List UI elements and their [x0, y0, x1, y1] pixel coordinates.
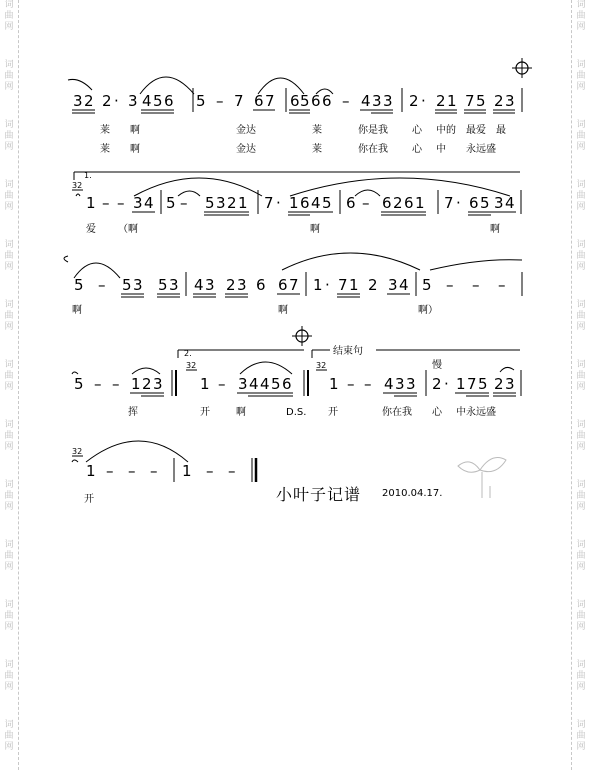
note: 1	[349, 276, 359, 294]
dash: –	[150, 462, 158, 480]
dash: –	[364, 375, 372, 393]
note: ·	[276, 194, 281, 212]
dash: –	[102, 194, 110, 212]
lyric: 心	[432, 407, 442, 418]
dash: –	[216, 92, 224, 110]
note: 5	[74, 375, 84, 393]
lyric: 金达	[236, 144, 256, 155]
lyric: 挥	[128, 407, 138, 418]
note: 5	[205, 194, 215, 212]
note: 5	[166, 194, 176, 212]
note: 2	[227, 194, 237, 212]
note: 3	[372, 92, 382, 110]
lyric: 永远盛	[466, 144, 496, 155]
note: 5	[480, 194, 490, 212]
watermark-text: 词 曲 网	[576, 300, 586, 332]
lyric: 开	[328, 407, 338, 418]
note: 4	[384, 375, 394, 393]
slur	[430, 260, 522, 270]
note: 7	[234, 92, 244, 110]
watermark-text: 词 曲 网	[4, 60, 14, 92]
lyric: 开	[84, 494, 94, 505]
lyric: 金达	[236, 125, 256, 136]
dash: –	[347, 375, 355, 393]
watermark-text: 词 曲 网	[4, 480, 14, 512]
note: ·	[444, 375, 449, 393]
watermark-text: 词 曲 网	[4, 420, 14, 452]
beam-lines	[72, 110, 515, 113]
note: 3	[383, 92, 393, 110]
watermark-text: 词 曲 网	[576, 480, 586, 512]
note: 5	[322, 194, 332, 212]
lyric: 莱	[100, 125, 110, 136]
note: 4	[361, 92, 371, 110]
tie-mark	[72, 460, 78, 462]
beam-lines	[132, 212, 516, 215]
note: 1	[456, 375, 466, 393]
time-signature: 32	[72, 447, 83, 456]
score-row-1	[68, 58, 532, 155]
note: 2	[393, 194, 403, 212]
watermark-text: 词 曲 网	[576, 540, 586, 572]
note: 3	[505, 375, 515, 393]
tempo-mark: 慢	[432, 360, 442, 371]
lyric: 啊	[130, 144, 140, 155]
dash: –	[98, 276, 106, 294]
note: 4	[260, 375, 270, 393]
note: 5	[422, 276, 432, 294]
note: 3	[153, 375, 163, 393]
lyric: 啊	[72, 305, 82, 316]
lyric: 心	[412, 144, 422, 155]
tie-mark	[76, 194, 80, 196]
watermark-text: 词 曲 网	[4, 720, 14, 752]
note: 2	[494, 375, 504, 393]
note: 6	[164, 92, 174, 110]
note: ·	[421, 92, 426, 110]
dash: –	[498, 276, 506, 294]
dash: –	[228, 462, 236, 480]
lyric: 啊	[236, 407, 246, 418]
note: 5	[122, 276, 132, 294]
lyric: 中的	[436, 125, 456, 136]
lyric: 你在我	[358, 144, 388, 155]
note: 3	[395, 375, 405, 393]
dash: –	[206, 462, 214, 480]
note: 6	[311, 92, 321, 110]
note: 7	[289, 276, 299, 294]
note: 3	[216, 194, 226, 212]
lyric: 中永远盛	[456, 407, 496, 418]
note: 1	[200, 375, 210, 393]
score-row-3	[64, 253, 522, 316]
watermark-text: 词 曲 网	[576, 600, 586, 632]
note: 3	[133, 194, 143, 212]
note: 6	[300, 194, 310, 212]
note: 2	[84, 92, 94, 110]
slur	[86, 441, 188, 462]
beam-lines	[121, 294, 410, 297]
note: 5	[478, 375, 488, 393]
lyric: 啊	[490, 224, 500, 235]
note: 6	[256, 276, 266, 294]
watermark-text: 词 曲 网	[4, 600, 14, 632]
note: 3	[133, 276, 143, 294]
lyric: 莱	[100, 144, 110, 155]
lyric: 莱	[312, 144, 322, 155]
note: 6	[346, 194, 356, 212]
note: 7	[265, 92, 275, 110]
note: 1	[131, 375, 141, 393]
lyric: 心	[412, 125, 422, 136]
watermark-text: 词 曲 网	[4, 300, 14, 332]
note: 7	[264, 194, 274, 212]
lyric: 你在我	[382, 407, 412, 418]
note: ·	[325, 276, 330, 294]
note: 5	[74, 276, 84, 294]
note: 3	[494, 194, 504, 212]
dash: –	[112, 375, 120, 393]
note: 4	[142, 92, 152, 110]
note: 1	[415, 194, 425, 212]
dash: –	[106, 462, 114, 480]
time-signature: 32	[186, 361, 197, 370]
note: 4	[311, 194, 321, 212]
watermark-text: 词 曲 网	[4, 540, 14, 572]
transcriber-signature: 小叶子记谱	[276, 485, 362, 504]
lyric: 最	[496, 125, 506, 136]
lyric: 最爱	[466, 125, 486, 136]
note: 4	[194, 276, 204, 294]
slur	[64, 256, 68, 262]
dash: –	[218, 375, 226, 393]
ending-label: 结束句	[333, 346, 363, 357]
note: 2	[226, 276, 236, 294]
watermark-text: 词 曲 网	[4, 120, 14, 152]
coda-sign-icon	[292, 326, 312, 346]
lyric: 啊	[278, 305, 288, 316]
note: 3	[169, 276, 179, 294]
volta-number: 2.	[184, 349, 192, 358]
note: 6	[282, 375, 292, 393]
note: 6	[404, 194, 414, 212]
note: 7	[444, 194, 454, 212]
dash: –	[342, 92, 350, 110]
note: 4	[505, 194, 515, 212]
score-row-5	[72, 441, 256, 505]
watermark-text: 词 曲 网	[4, 180, 14, 212]
note: 6	[278, 276, 288, 294]
transcription-date: 2010.04.17.	[382, 488, 443, 499]
dash: –	[128, 462, 136, 480]
dash: –	[446, 276, 454, 294]
watermark-text: 词 曲 网	[4, 360, 14, 392]
note: 2	[102, 92, 112, 110]
note: 6	[254, 92, 264, 110]
slur	[282, 253, 420, 270]
note: 1	[238, 194, 248, 212]
da-segno-mark: D.S.	[286, 407, 307, 418]
time-signature: 32	[72, 181, 83, 190]
slur	[68, 79, 92, 90]
note: 2	[436, 92, 446, 110]
lyric: 爱	[86, 224, 96, 235]
watermark-text: 词 曲 网	[4, 240, 14, 272]
note: 6	[322, 92, 332, 110]
watermark-text: 词 曲 网	[576, 420, 586, 452]
note: 1	[86, 462, 96, 480]
dash: –	[94, 375, 102, 393]
note: 5	[271, 375, 281, 393]
note: 4	[399, 276, 409, 294]
note: 1	[86, 194, 96, 212]
tie-mark	[72, 372, 78, 374]
note: 3	[238, 375, 248, 393]
watermark-text: 词 曲 网	[576, 0, 586, 32]
note: 7	[465, 92, 475, 110]
note: 1	[313, 276, 323, 294]
lyric: 啊）	[418, 305, 438, 316]
leaf-logo-icon	[458, 458, 506, 498]
note: 2	[142, 375, 152, 393]
note: 5	[158, 276, 168, 294]
note: 2	[409, 92, 419, 110]
note: 5	[153, 92, 163, 110]
note: 2	[494, 92, 504, 110]
note: 3	[205, 276, 215, 294]
dash: –	[117, 194, 125, 212]
lyric: 你是我	[358, 125, 388, 136]
watermark-text: 词 曲 网	[4, 660, 14, 692]
note: 1	[329, 375, 339, 393]
dash: –	[472, 276, 480, 294]
note: ·	[114, 92, 119, 110]
watermark-text: 词 曲 网	[576, 660, 586, 692]
lyric: 开	[200, 407, 210, 418]
note: 4	[249, 375, 259, 393]
lyric: 中	[436, 144, 446, 155]
slur	[240, 362, 292, 374]
note: 3	[128, 92, 138, 110]
note: 5	[476, 92, 486, 110]
note: 1	[289, 194, 299, 212]
note: 3	[237, 276, 247, 294]
note: 3	[505, 92, 515, 110]
dash: –	[180, 194, 188, 212]
lyric: （啊	[118, 224, 138, 235]
slur	[132, 368, 160, 374]
watermark-text: 词 曲 网	[576, 240, 586, 272]
watermark-text: 词 曲 网	[576, 120, 586, 152]
score-row-4	[72, 326, 521, 418]
watermark-text: 词 曲 网	[4, 0, 14, 32]
lyric: 啊	[310, 224, 320, 235]
slur	[500, 367, 514, 372]
note: 2	[432, 375, 442, 393]
note: 3	[406, 375, 416, 393]
coda-sign-icon	[512, 58, 532, 78]
watermark-text: 词 曲 网	[576, 360, 586, 392]
volta-number: 1.	[84, 171, 92, 180]
watermark-text: 词 曲 网	[576, 180, 586, 212]
note: 2	[368, 276, 378, 294]
note: 5	[196, 92, 206, 110]
note: 6	[382, 194, 392, 212]
lyric: 莱	[312, 125, 322, 136]
note: 6	[469, 194, 479, 212]
note: 6	[290, 92, 300, 110]
watermark-text: 词 曲 网	[576, 720, 586, 752]
note: 1	[447, 92, 457, 110]
note: ·	[456, 194, 461, 212]
note: 1	[182, 462, 192, 480]
note: 4	[144, 194, 154, 212]
note: 3	[73, 92, 83, 110]
score-row-2	[72, 171, 521, 235]
time-signature: 32	[316, 361, 327, 370]
beam-lines	[130, 393, 516, 396]
watermark-text: 词 曲 网	[576, 60, 586, 92]
note: 3	[388, 276, 398, 294]
note: 7	[338, 276, 348, 294]
dash: –	[362, 194, 370, 212]
lyric: 啊	[130, 125, 140, 136]
note: 5	[300, 92, 310, 110]
note: 7	[467, 375, 477, 393]
